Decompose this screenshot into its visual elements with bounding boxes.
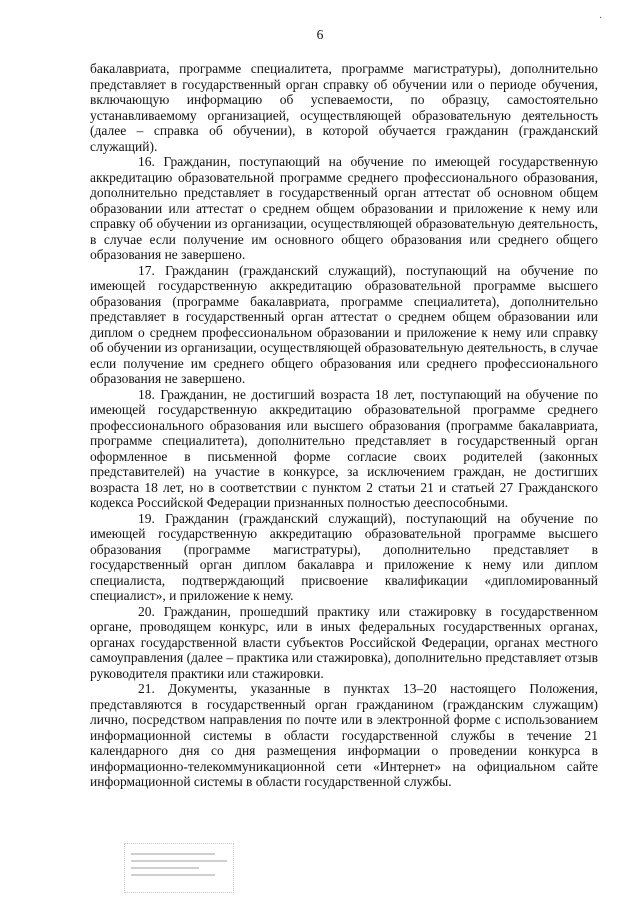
- paragraph-17: 17. Гражданин (гражданский служащий), поступающий на обучение по имеющей государственную аккредитацию образовательной программе высшего образования (программе бакалавриата, программе специалитета), дополнительно представляет в государственный орган аттестат о среднем общем образовании или диплом о среднем профессиональном образовании и приложение к нему или справку об обучении из организации, осуществляющей образовательную деятельность, в случае если получение им среднего общего образования или среднего профессионального образования не завершено.: [90, 262, 598, 386]
- paragraph-continuation: бакалавриата, программе специалитета, программе магистратуры), дополнительно представляет в государственный орган справку об обучении или о периоде обучения, включающую информацию об успеваемости, по образцу, самостоятельно устанавливаемому организацией, осуществляющей образовательную деятельность (далее – справка об обучении), в которой обучается гражданин (гражданский служащий).: [90, 61, 598, 154]
- paragraph-21: 21. Документы, указанные в пунктах 13–20 настоящего Положения, представляются в государственный орган гражданином (гражданским служащим) лично, посредством направления по почте или в электронной форме с использованием информационной системы в области государственной службы в течение 21 календарного дня со дня размещения информации о проведении конкурса в информационно-телекоммуникационной сети «Интернет» на официальном сайте информационной системы в области государственной службы.: [90, 681, 598, 789]
- paragraph-19: 19. Гражданин (гражданский служащий), поступающий на обучение по имеющей государственную аккредитацию образовательной программе высшего образования (программе магистратуры), дополнительно представляет в государственный орган диплом бакалавра и приложение к нему или диплом специалиста, подтверждающий присвоение квалификации «дипломированный специалист», и приложение к нему.: [90, 510, 598, 603]
- faded-stamp: [124, 843, 234, 893]
- paragraph-18: 18. Гражданин, не достигший возраста 18 лет, поступающий на обучение по имеющей государственную аккредитацию образовательной программе среднего профессионального образования или высшего образования (программе бакалавриата, программе специалитета), дополнительно представляет в государственный орган оформленное в письменной форме согласие своих родителей (законных представителей) на участие в конкурсе, за исключением граждан, не достигших возраста 18 лет, но в соответствии с пунктом 2 статьи 21 и статьей 27 Гражданского кодекса Российской Федерации признанных полностью дееспособными.: [90, 386, 598, 510]
- page-number: 6: [316, 27, 324, 42]
- stamp-line: [131, 853, 215, 855]
- paragraph-16: 16. Гражданин, поступающий на обучение по имеющей государственную аккредитацию образовательной программе среднего профессионального образования, дополнительно представляет в государственный орган аттестат об основном общем образовании или аттестат о среднем общем образовании и приложение к нему или справку об обучении из организации, осуществляющей образовательную деятельность, в случае если получение им основного общего образования или среднего общего образования не завершено.: [90, 154, 598, 262]
- stamp-line: [131, 874, 215, 876]
- paragraph-20: 20. Гражданин, прошедший практику или стажировку в государственном органе, проводящем конкурс, или в иных федеральных государственных органах, органах государственной власти субъектов Российской Федерации, органах местного самоуправления (далее – практика или стажировка), дополнительно представляет отзыв руководителя практики или стажировки.: [90, 603, 598, 681]
- stamp-line: [131, 867, 199, 869]
- stamp-line: [131, 860, 227, 862]
- corner-mark: ·: [599, 13, 603, 24]
- document-body: [90, 61, 598, 790]
